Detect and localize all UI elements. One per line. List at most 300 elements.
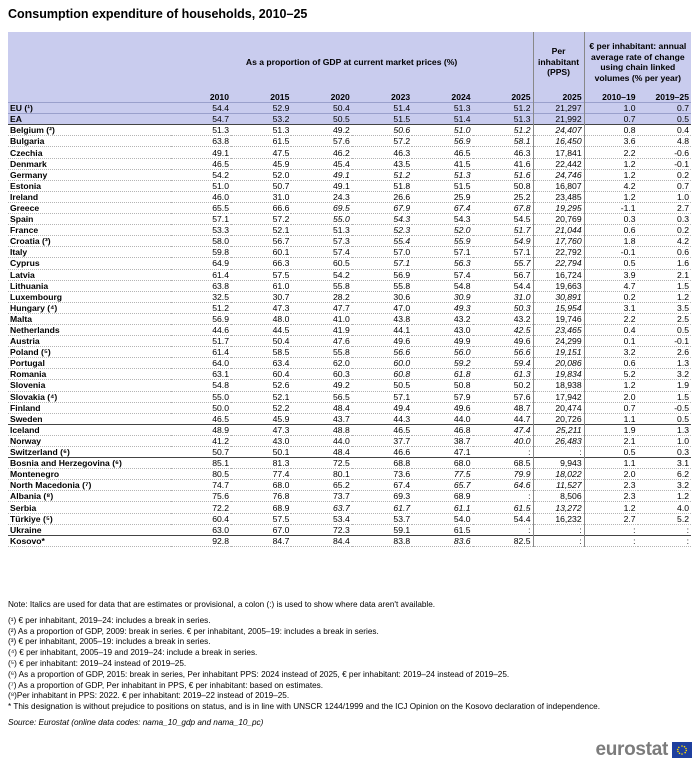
- table-row: [8, 469, 691, 480]
- rate-2019-25-cell: 2.1: [638, 269, 691, 280]
- gdp-share-cell: 58.0: [171, 236, 231, 247]
- table-row: [8, 125, 691, 136]
- gdp-share-cell: 81.3: [231, 458, 291, 469]
- gdp-share-cell: 51.3: [171, 125, 231, 136]
- table-row: [8, 513, 691, 524]
- gdp-share-cell: 47.3: [231, 302, 291, 313]
- rate-2019-25-cell: 3.2: [638, 480, 691, 491]
- gdp-share-cell: 43.0: [412, 324, 472, 335]
- pps-cell: 30,891: [533, 291, 584, 302]
- rate-2010-19-cell: 0.6: [584, 225, 637, 236]
- year-header: 2023: [352, 92, 412, 103]
- gdp-share-cell: 54.8: [412, 280, 472, 291]
- gdp-share-cell: 46.5: [171, 413, 231, 424]
- rate-2019-25-cell: 1.0: [638, 435, 691, 446]
- gdp-share-cell: 25.2: [473, 191, 533, 202]
- pps-cell: 19,295: [533, 202, 584, 213]
- country-name: Croatia (³): [8, 236, 171, 247]
- footnote: (⁴) € per inhabitant, 2005–19 and 2019–24: include a break in series.: [8, 648, 258, 658]
- footnote: (¹) € per inhabitant, 2019–24: includes a break in series.: [8, 615, 211, 625]
- gdp-share-cell: 60.4: [231, 369, 291, 380]
- gdp-share-cell: 47.4: [473, 424, 533, 435]
- gdp-share-cell: 72.5: [291, 458, 351, 469]
- rate-2019-25-cell: 2.7: [638, 202, 691, 213]
- gdp-share-cell: 49.4: [352, 402, 412, 413]
- gdp-share-cell: 61.5: [231, 136, 291, 147]
- country-name: Luxembourg: [8, 291, 171, 302]
- pps-cell: 18,938: [533, 380, 584, 391]
- country-name: Spain: [8, 214, 171, 225]
- table-row: [8, 347, 691, 358]
- rate-2019-25-cell: 0.3: [638, 447, 691, 458]
- gdp-share-cell: 63.4: [231, 358, 291, 369]
- gdp-share-cell: 43.0: [231, 435, 291, 446]
- gdp-share-cell: 73.7: [291, 491, 351, 502]
- gdp-share-cell: 79.9: [473, 469, 533, 480]
- gdp-share-cell: 60.5: [291, 258, 351, 269]
- gdp-share-cell: 63.8: [171, 136, 231, 147]
- gdp-share-cell: 47.1: [412, 447, 472, 458]
- pps-cell: 25,211: [533, 424, 584, 435]
- gdp-share-cell: 57.1: [412, 247, 472, 258]
- gdp-share-cell: 41.0: [291, 313, 351, 324]
- rate-2019-25-cell: 3.2: [638, 369, 691, 380]
- rate-2010-19-cell: 2.1: [584, 435, 637, 446]
- country-name: Netherlands: [8, 324, 171, 335]
- country-name: EA: [8, 114, 171, 125]
- gdp-share-cell: 51.2: [473, 125, 533, 136]
- gdp-share-cell: 72.3: [291, 524, 351, 535]
- gdp-share-cell: 54.2: [171, 169, 231, 180]
- footnote: (⁷) As a proportion of GDP, Per inhabitant in PPS, € per inhabitant: based on estimates.: [8, 680, 324, 690]
- rate-2010-19-cell: 2.0: [584, 469, 637, 480]
- rate-2010-19-cell: :: [584, 535, 637, 546]
- pps-cell: 17,841: [533, 147, 584, 158]
- table-row: [8, 324, 691, 335]
- gdp-share-cell: 72.2: [171, 502, 231, 513]
- pps-cell: 13,272: [533, 502, 584, 513]
- rate-2010-19-cell: 0.8: [584, 125, 637, 136]
- gdp-share-cell: 57.4: [412, 269, 472, 280]
- gdp-share-cell: 49.6: [352, 336, 412, 347]
- rate-2019-25-cell: 0.6: [638, 247, 691, 258]
- gdp-share-cell: 52.3: [352, 225, 412, 236]
- gdp-share-cell: 49.2: [291, 125, 351, 136]
- rate-2019-25-cell: 4.0: [638, 502, 691, 513]
- gdp-share-cell: 55.9: [412, 236, 472, 247]
- footnote: * This designation is without prejudice to positions on status, and is in line with UNSCR 1244/1999 and the ICJ Opinion on the Kosovo declaration of independence.: [8, 702, 600, 712]
- pps-cell: 21,044: [533, 225, 584, 236]
- year-header-row: [8, 92, 691, 103]
- country-name: Romania: [8, 369, 171, 380]
- footnote: (³) € per inhabitant, 2005–19: includes a break in series.: [8, 637, 211, 647]
- gdp-share-cell: 46.3: [473, 147, 533, 158]
- pps-cell: 16,807: [533, 180, 584, 191]
- gdp-share-cell: 68.0: [412, 458, 472, 469]
- gdp-share-cell: 50.6: [352, 125, 412, 136]
- rate-2010-19-cell: -1.1: [584, 202, 637, 213]
- country-name: Poland (⁵): [8, 347, 171, 358]
- gdp-share-cell: 41.5: [412, 158, 472, 169]
- country-name: Serbia: [8, 502, 171, 513]
- gdp-share-cell: 48.4: [291, 447, 351, 458]
- pps-cell: 20,769: [533, 214, 584, 225]
- gdp-share-cell: 49.1: [171, 147, 231, 158]
- gdp-share-cell: 28.2: [291, 291, 351, 302]
- gdp-share-cell: 30.9: [412, 291, 472, 302]
- gdp-share-cell: 48.8: [291, 424, 351, 435]
- country-name: Cyprus: [8, 258, 171, 269]
- country-name: France: [8, 225, 171, 236]
- gdp-share-cell: 38.7: [412, 435, 472, 446]
- gdp-share-cell: 26.6: [352, 191, 412, 202]
- table-row: [8, 358, 691, 369]
- gdp-share-cell: 51.5: [352, 114, 412, 125]
- country-name: Slovenia: [8, 380, 171, 391]
- gdp-share-cell: 42.5: [473, 324, 533, 335]
- gdp-share-cell: 46.3: [352, 147, 412, 158]
- gdp-share-cell: 55.0: [171, 391, 231, 402]
- gdp-share-cell: 46.2: [291, 147, 351, 158]
- gdp-share-cell: 47.3: [231, 424, 291, 435]
- gdp-share-cell: :: [473, 491, 533, 502]
- table-row: [8, 435, 691, 446]
- year-header: 2015: [231, 92, 291, 103]
- table-row: [8, 302, 691, 313]
- rate-2019-25-cell: 2.6: [638, 347, 691, 358]
- pps-cell: 17,760: [533, 236, 584, 247]
- pps-cell: 16,450: [533, 136, 584, 147]
- gdp-share-cell: 80.5: [171, 469, 231, 480]
- rate-2019-25-cell: 6.2: [638, 469, 691, 480]
- table-body: [8, 103, 691, 547]
- gdp-share-cell: 44.3: [352, 413, 412, 424]
- rate-2019-25-cell: 1.2: [638, 291, 691, 302]
- rate-2010-19-cell: 0.7: [584, 114, 637, 125]
- gdp-share-cell: 43.7: [291, 413, 351, 424]
- gdp-share-cell: 52.2: [231, 402, 291, 413]
- gdp-share-cell: 51.6: [473, 169, 533, 180]
- rate-2010-19-cell: 1.0: [584, 103, 637, 114]
- gdp-share-cell: 50.5: [352, 380, 412, 391]
- gdp-share-cell: 52.0: [412, 225, 472, 236]
- rate-2019-25-cell: 4.2: [638, 236, 691, 247]
- country-name: Kosovo*: [8, 535, 171, 546]
- table-row: [8, 236, 691, 247]
- gdp-share-cell: 45.4: [291, 158, 351, 169]
- gdp-share-cell: 49.1: [291, 180, 351, 191]
- gdp-share-cell: 77.5: [412, 469, 472, 480]
- gdp-share-cell: 44.1: [352, 324, 412, 335]
- gdp-share-cell: 51.4: [412, 114, 472, 125]
- gdp-share-cell: 57.5: [231, 269, 291, 280]
- gdp-share-cell: 52.9: [231, 103, 291, 114]
- gdp-share-cell: 61.5: [412, 524, 472, 535]
- rate-2019-25-cell: 4.8: [638, 136, 691, 147]
- gdp-share-cell: 31.0: [473, 291, 533, 302]
- gdp-share-cell: 54.9: [473, 236, 533, 247]
- gdp-share-cell: 64.0: [171, 358, 231, 369]
- gdp-share-cell: 54.2: [291, 269, 351, 280]
- gdp-share-cell: 69.5: [291, 202, 351, 213]
- gdp-share-cell: 60.1: [231, 247, 291, 258]
- rate-2019-25-cell: 1.2: [638, 491, 691, 502]
- rate-2019-25-cell: 1.9: [638, 380, 691, 391]
- pps-cell: 19,746: [533, 313, 584, 324]
- pps-cell: 24,746: [533, 169, 584, 180]
- gdp-share-cell: 50.5: [291, 114, 351, 125]
- rate-2019-25-cell: 1.5: [638, 280, 691, 291]
- rate-2019-25-cell: 0.4: [638, 125, 691, 136]
- gdp-share-cell: 47.0: [352, 302, 412, 313]
- country-name: Slovakia (⁴): [8, 391, 171, 402]
- gdp-share-cell: 51.2: [171, 302, 231, 313]
- gdp-share-cell: 43.2: [412, 313, 472, 324]
- rate-2019-25-cell: 0.5: [638, 114, 691, 125]
- gdp-share-cell: 50.7: [231, 180, 291, 191]
- rate-2019-25-cell: 1.6: [638, 258, 691, 269]
- gdp-share-cell: 56.9: [412, 136, 472, 147]
- gdp-share-cell: 64.6: [473, 480, 533, 491]
- rate-2019-25-cell: 5.2: [638, 513, 691, 524]
- gdp-share-cell: 46.5: [352, 424, 412, 435]
- country-name: Ireland: [8, 191, 171, 202]
- gdp-share-cell: 56.5: [291, 391, 351, 402]
- gdp-share-cell: 41.9: [291, 324, 351, 335]
- pps-cell: :: [533, 535, 584, 546]
- gdp-share-cell: 57.1: [352, 258, 412, 269]
- rate-2010-19-cell: 2.3: [584, 480, 637, 491]
- gdp-share-cell: 45.9: [231, 413, 291, 424]
- gdp-share-cell: 43.2: [473, 313, 533, 324]
- pps-cell: 21,992: [533, 114, 584, 125]
- rate-2019-25-cell: 0.5: [638, 413, 691, 424]
- gdp-share-cell: 67.4: [412, 202, 472, 213]
- gdp-share-cell: 75.6: [171, 491, 231, 502]
- rate-2019-25-cell: 1.3: [638, 358, 691, 369]
- gdp-share-cell: 51.8: [352, 180, 412, 191]
- table-row: [8, 480, 691, 491]
- table-row: [8, 369, 691, 380]
- gdp-share-cell: 61.1: [412, 502, 472, 513]
- rate-2019-25-cell: 0.7: [638, 103, 691, 114]
- gdp-share-cell: 59.2: [412, 358, 472, 369]
- gdp-share-cell: 54.7: [171, 114, 231, 125]
- rate-2010-19-cell: 1.2: [584, 158, 637, 169]
- gdp-share-cell: 67.0: [231, 524, 291, 535]
- rate-2019-25-cell: :: [638, 535, 691, 546]
- rate-2019-25-cell: -0.5: [638, 402, 691, 413]
- gdp-share-cell: 58.1: [473, 136, 533, 147]
- country-name: Germany: [8, 169, 171, 180]
- year-header: 2010–19: [584, 92, 637, 103]
- gdp-share-cell: 30.6: [352, 291, 412, 302]
- rate-2010-19-cell: 1.2: [584, 169, 637, 180]
- gdp-share-cell: 53.4: [291, 513, 351, 524]
- pps-cell: 16,724: [533, 269, 584, 280]
- table-row: [8, 391, 691, 402]
- gdp-share-cell: 52.1: [231, 391, 291, 402]
- gdp-share-cell: 46.0: [171, 191, 231, 202]
- gdp-share-cell: 56.0: [412, 347, 472, 358]
- gdp-share-cell: 85.1: [171, 458, 231, 469]
- country-name: Bosnia and Herzegovina (⁶): [8, 458, 171, 469]
- rate-2010-19-cell: 2.2: [584, 147, 637, 158]
- country-name: Denmark: [8, 158, 171, 169]
- pps-cell: 24,407: [533, 125, 584, 136]
- gdp-share-cell: 73.6: [352, 469, 412, 480]
- rate-2010-19-cell: 1.1: [584, 458, 637, 469]
- rate-2010-19-cell: 4.2: [584, 180, 637, 191]
- rate-2019-25-cell: 0.7: [638, 180, 691, 191]
- country-name: Finland: [8, 402, 171, 413]
- pps-cell: 19,834: [533, 369, 584, 380]
- gdp-share-cell: 51.2: [352, 169, 412, 180]
- gdp-share-cell: 65.2: [291, 480, 351, 491]
- rate-2019-25-cell: -0.1: [638, 158, 691, 169]
- rate-2010-19-cell: 0.1: [584, 336, 637, 347]
- gdp-share-cell: 65.5: [171, 202, 231, 213]
- gdp-share-cell: 30.7: [231, 291, 291, 302]
- gdp-share-cell: 55.8: [352, 280, 412, 291]
- gdp-share-cell: 67.4: [352, 480, 412, 491]
- gdp-share-cell: 50.8: [473, 180, 533, 191]
- rate-2019-25-cell: 0.2: [638, 225, 691, 236]
- year-header: 2019–25: [638, 92, 691, 103]
- rate-2010-19-cell: :: [584, 524, 637, 535]
- gdp-share-cell: 67.8: [473, 202, 533, 213]
- year-header: 2020: [291, 92, 351, 103]
- rate-2010-19-cell: 3.6: [584, 136, 637, 147]
- gdp-share-cell: 60.3: [291, 369, 351, 380]
- table-row: [8, 491, 691, 502]
- gdp-share-cell: 54.5: [473, 214, 533, 225]
- rate-2010-19-cell: 1.2: [584, 502, 637, 513]
- gdp-share-cell: 63.7: [291, 502, 351, 513]
- table-row: [8, 103, 691, 114]
- country-name: North Macedonia (⁷): [8, 480, 171, 491]
- gdp-share-cell: 51.7: [171, 336, 231, 347]
- gdp-share-cell: :: [473, 447, 533, 458]
- gdp-share-cell: 56.3: [412, 258, 472, 269]
- table-row: [8, 202, 691, 213]
- year-header: 2024: [412, 92, 472, 103]
- header-per-inhabitant: Per inhabitant (PPS): [533, 32, 584, 92]
- gdp-share-cell: 59.8: [171, 247, 231, 258]
- page-title: Consumption expenditure of households, 2010–25: [8, 7, 308, 21]
- rate-2019-25-cell: 0.2: [638, 169, 691, 180]
- gdp-share-cell: 52.1: [231, 225, 291, 236]
- rate-2010-19-cell: 0.2: [584, 291, 637, 302]
- rate-2019-25-cell: -0.6: [638, 147, 691, 158]
- rate-2010-19-cell: -0.1: [584, 247, 637, 258]
- notes-section: [8, 600, 600, 729]
- footnote: (⁵) € per inhabitant: 2019–24 instead of 2019–25.: [8, 658, 187, 668]
- table-row: [8, 447, 691, 458]
- gdp-share-cell: 50.7: [171, 447, 231, 458]
- gdp-share-cell: 61.7: [352, 502, 412, 513]
- gdp-share-cell: 44.5: [231, 324, 291, 335]
- gdp-share-cell: 67.9: [352, 202, 412, 213]
- source-note: Source: Eurostat (online data codes: nama_10_gdp and nama_10_pc): [8, 717, 264, 727]
- gdp-share-cell: 82.5: [473, 535, 533, 546]
- gdp-share-cell: 62.0: [291, 358, 351, 369]
- rate-2010-19-cell: 0.7: [584, 402, 637, 413]
- gdp-share-cell: 44.7: [473, 413, 533, 424]
- gdp-share-cell: 50.4: [291, 103, 351, 114]
- gdp-share-cell: 57.2: [352, 136, 412, 147]
- gdp-share-cell: 61.4: [171, 347, 231, 358]
- pps-cell: 21,297: [533, 103, 584, 114]
- gdp-share-cell: 54.3: [412, 214, 472, 225]
- gdp-share-cell: 51.3: [291, 225, 351, 236]
- gdp-share-cell: 61.5: [473, 502, 533, 513]
- gdp-share-cell: :: [473, 524, 533, 535]
- rate-2010-19-cell: 1.9: [584, 424, 637, 435]
- gdp-share-cell: 69.3: [352, 491, 412, 502]
- gdp-share-cell: 48.7: [473, 402, 533, 413]
- gdp-share-cell: 84.4: [291, 535, 351, 546]
- gdp-share-cell: 49.6: [473, 336, 533, 347]
- gdp-share-cell: 51.0: [412, 125, 472, 136]
- gdp-share-cell: 68.0: [231, 480, 291, 491]
- country-name: Iceland: [8, 424, 171, 435]
- gdp-share-cell: 57.1: [473, 247, 533, 258]
- pps-cell: 22,794: [533, 258, 584, 269]
- gdp-share-cell: 56.7: [231, 236, 291, 247]
- gdp-share-cell: 54.4: [473, 280, 533, 291]
- gdp-share-cell: 84.7: [231, 535, 291, 546]
- gdp-share-cell: 53.2: [231, 114, 291, 125]
- gdp-share-cell: 61.8: [412, 369, 472, 380]
- rate-2019-25-cell: 0.3: [638, 214, 691, 225]
- gdp-share-cell: 66.6: [231, 202, 291, 213]
- table-row: [8, 136, 691, 147]
- header-share-group: As a proportion of GDP at current market prices (%): [171, 32, 533, 92]
- gdp-share-cell: 46.5: [171, 158, 231, 169]
- gdp-share-cell: 63.0: [171, 524, 231, 535]
- gdp-share-cell: 57.1: [171, 214, 231, 225]
- gdp-share-cell: 49.3: [412, 302, 472, 313]
- header-change-group: € per inhabitant: annual average rate of change using chain linked volumes (% per year): [584, 32, 691, 92]
- table-row: [8, 413, 691, 424]
- gdp-share-cell: 57.1: [352, 391, 412, 402]
- gdp-share-cell: 55.4: [352, 236, 412, 247]
- rate-2010-19-cell: 0.6: [584, 358, 637, 369]
- gdp-share-cell: 64.9: [171, 258, 231, 269]
- gdp-share-cell: 57.2: [231, 214, 291, 225]
- gdp-share-cell: 56.7: [473, 269, 533, 280]
- rate-2019-25-cell: 1.3: [638, 424, 691, 435]
- gdp-share-cell: 56.9: [352, 269, 412, 280]
- rate-2019-25-cell: 0.5: [638, 324, 691, 335]
- gdp-share-cell: 63.8: [171, 280, 231, 291]
- gdp-share-cell: 51.4: [352, 103, 412, 114]
- gdp-share-cell: 55.8: [291, 347, 351, 358]
- country-name: Italy: [8, 247, 171, 258]
- pps-cell: 20,726: [533, 413, 584, 424]
- country-name: Austria: [8, 336, 171, 347]
- gdp-share-cell: 61.4: [171, 269, 231, 280]
- table-row: [8, 402, 691, 413]
- gdp-share-cell: 50.0: [171, 402, 231, 413]
- gdp-share-cell: 31.0: [231, 191, 291, 202]
- gdp-share-cell: 74.7: [171, 480, 231, 491]
- country-name: Türkiye (⁵): [8, 513, 171, 524]
- gdp-share-cell: 45.9: [231, 158, 291, 169]
- rate-2010-19-cell: 0.3: [584, 214, 637, 225]
- country-name: Ukraine: [8, 524, 171, 535]
